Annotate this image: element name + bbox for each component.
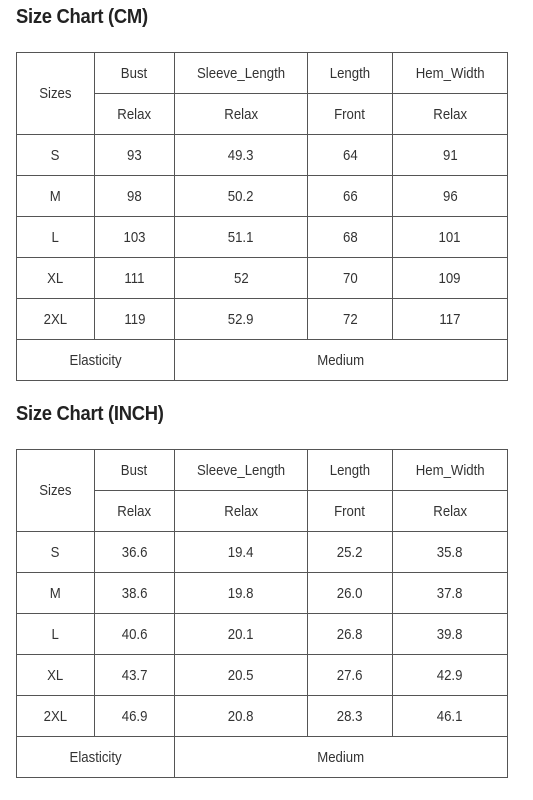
value-cell: 42.9 (393, 655, 508, 696)
size-cell: XL (17, 655, 95, 696)
size-cell: 2XL (17, 696, 95, 737)
column-header: Hem_Width (393, 450, 508, 491)
size-cell: L (17, 614, 95, 655)
value-cell: 35.8 (393, 532, 508, 573)
table-row (17, 258, 508, 299)
size-cell: XL (17, 258, 95, 299)
value-cell: 27.6 (308, 655, 393, 696)
value-cell: 20.5 (175, 655, 308, 696)
value-cell: 117 (393, 299, 508, 340)
value-cell: 20.1 (175, 614, 308, 655)
value-cell: 96 (393, 176, 508, 217)
value-cell: 93 (95, 135, 175, 176)
size-cell: 2XL (17, 299, 95, 340)
value-cell: 109 (393, 258, 508, 299)
value-cell: 26.0 (308, 573, 393, 614)
table-row (17, 614, 508, 655)
table-row (17, 135, 508, 176)
value-cell: 20.8 (175, 696, 308, 737)
value-cell: 111 (95, 258, 175, 299)
column-header: Bust (95, 53, 175, 94)
value-cell: 36.6 (95, 532, 175, 573)
table-row (17, 573, 508, 614)
sizes-header: Sizes (17, 53, 95, 135)
value-cell: 91 (393, 135, 508, 176)
size-cell: M (17, 573, 95, 614)
column-header: Length (308, 450, 393, 491)
column-header: Bust (95, 450, 175, 491)
value-cell: 46.9 (95, 696, 175, 737)
size-chart-inch-table (16, 449, 508, 778)
table-row (17, 655, 508, 696)
column-header: Sleeve_Length (175, 450, 308, 491)
value-cell: 52.9 (175, 299, 308, 340)
value-cell: 98 (95, 176, 175, 217)
column-subheader: Relax (393, 94, 508, 135)
table-row (17, 696, 508, 737)
size-cell: S (17, 532, 95, 573)
column-subheader: Relax (393, 491, 508, 532)
size-chart-cm-title: Size Chart (CM) (16, 6, 148, 28)
table-row (17, 532, 508, 573)
column-header: Sleeve_Length (175, 53, 308, 94)
value-cell: 19.8 (175, 573, 308, 614)
table-row (17, 176, 508, 217)
value-cell: 51.1 (175, 217, 308, 258)
value-cell: 52 (175, 258, 308, 299)
table-row (17, 217, 508, 258)
size-cell: M (17, 176, 95, 217)
size-chart-inch-title: Size Chart (INCH) (16, 403, 164, 425)
value-cell: 40.6 (95, 614, 175, 655)
column-subheader: Front (308, 491, 393, 532)
elasticity-row (17, 737, 508, 778)
size-cell: S (17, 135, 95, 176)
value-cell: 39.8 (393, 614, 508, 655)
value-cell: 38.6 (95, 573, 175, 614)
value-cell: 64 (308, 135, 393, 176)
elasticity-label: Elasticity (17, 340, 175, 381)
elasticity-value: Medium (175, 340, 508, 381)
column-subheader: Relax (175, 491, 308, 532)
column-subheader: Relax (175, 94, 308, 135)
value-cell: 72 (308, 299, 393, 340)
column-header: Hem_Width (393, 53, 508, 94)
value-cell: 70 (308, 258, 393, 299)
column-subheader: Relax (95, 491, 175, 532)
value-cell: 26.8 (308, 614, 393, 655)
table-row (17, 299, 508, 340)
value-cell: 37.8 (393, 573, 508, 614)
value-cell: 43.7 (95, 655, 175, 696)
value-cell: 119 (95, 299, 175, 340)
value-cell: 101 (393, 217, 508, 258)
value-cell: 68 (308, 217, 393, 258)
column-subheader: Front (308, 94, 393, 135)
elasticity-label: Elasticity (17, 737, 175, 778)
sizes-header: Sizes (17, 450, 95, 532)
size-cell: L (17, 217, 95, 258)
value-cell: 103 (95, 217, 175, 258)
value-cell: 25.2 (308, 532, 393, 573)
elasticity-row (17, 340, 508, 381)
value-cell: 28.3 (308, 696, 393, 737)
header-row (17, 450, 508, 491)
value-cell: 46.1 (393, 696, 508, 737)
value-cell: 49.3 (175, 135, 308, 176)
value-cell: 66 (308, 176, 393, 217)
value-cell: 19.4 (175, 532, 308, 573)
column-subheader: Relax (95, 94, 175, 135)
value-cell: 50.2 (175, 176, 308, 217)
size-chart-cm-table (16, 52, 508, 381)
elasticity-value: Medium (175, 737, 508, 778)
header-row (17, 53, 508, 94)
column-header: Length (308, 53, 393, 94)
